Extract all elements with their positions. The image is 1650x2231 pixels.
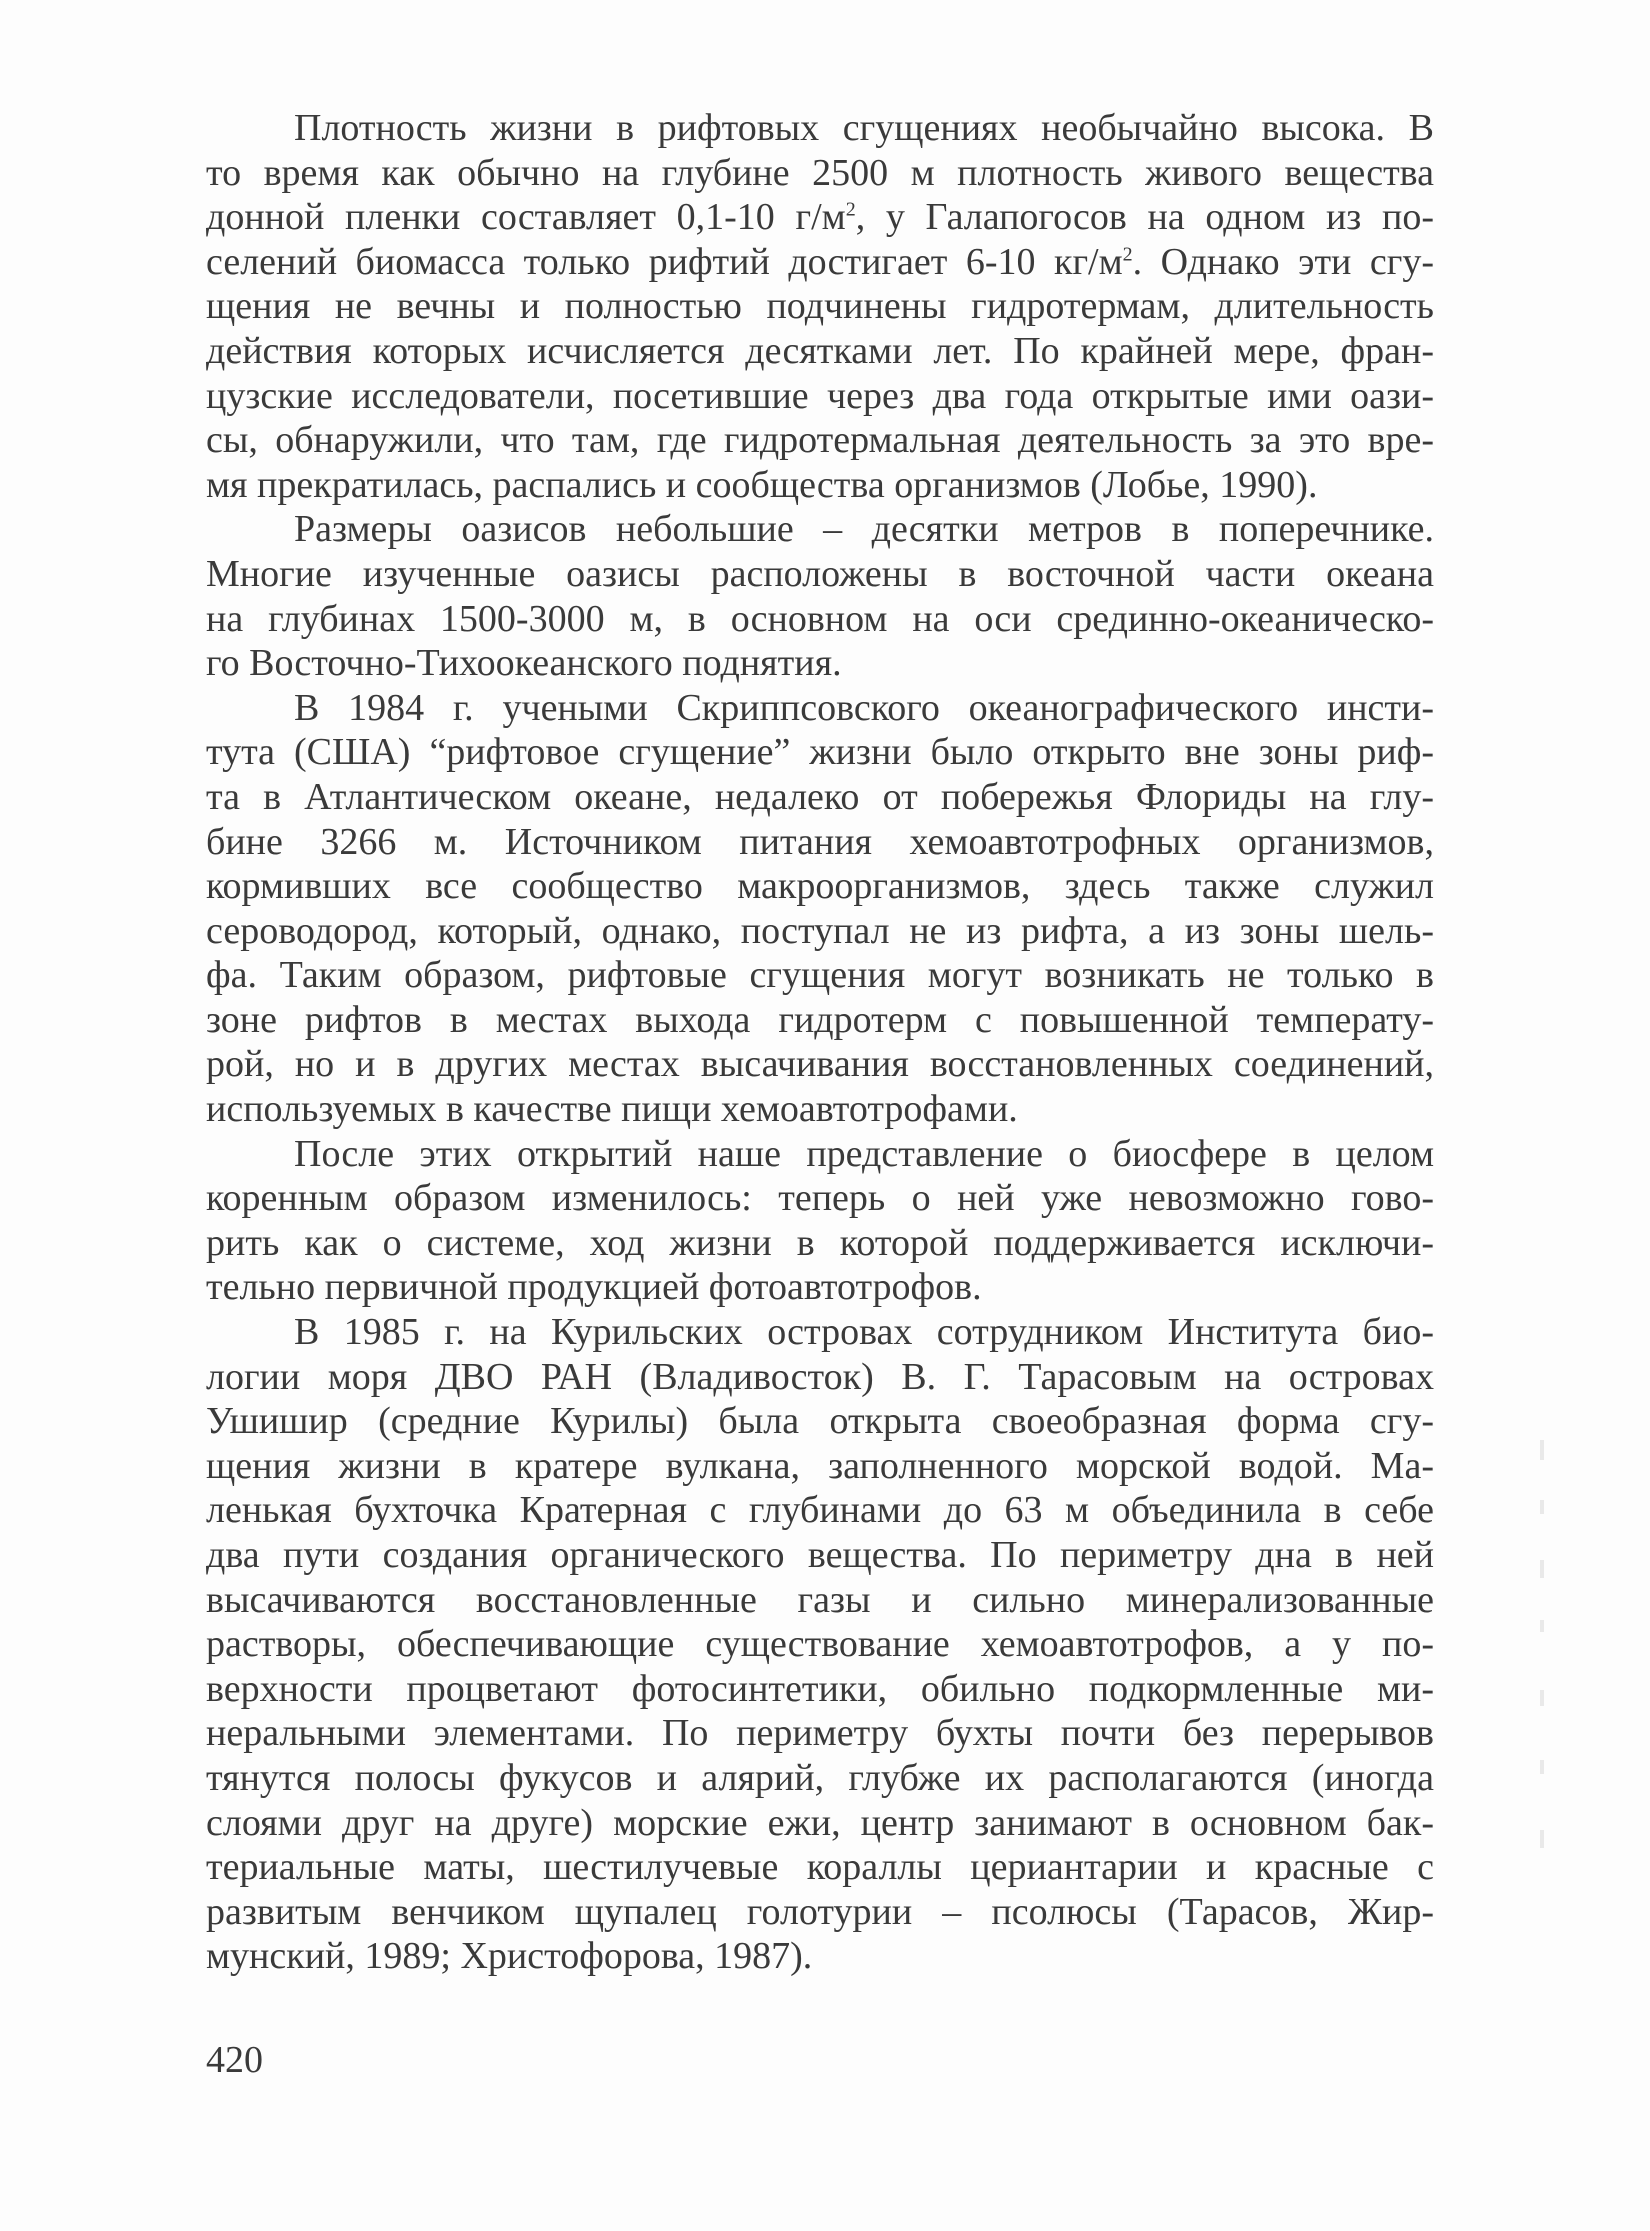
paragraph — [206, 686, 1434, 1132]
scan-artifact — [1540, 1560, 1544, 1578]
text-line: коренным образом изменилось: теперь о ней уже невозможно гово- — [206, 1177, 1434, 1220]
text-line: мя прекратилась, распались и сообщества организмов (Лобье, 1990). — [206, 463, 1318, 506]
paragraph — [206, 507, 1434, 685]
text-line: слоями друг на друге) морские ежи, центр занимают в основном бак- — [206, 1801, 1434, 1844]
text-line: зоне рифтов в местах выхода гидротерм с повышенной температу- — [206, 998, 1434, 1041]
text-line: то время как обычно на глубине 2500 м плотность живого вещества — [206, 151, 1434, 194]
text-line: на глубинах 1500-3000 м, в основном на оси срединно-океаническо- — [206, 597, 1434, 640]
text-line: Многие изученные оазисы расположены в восточной части океана — [206, 552, 1434, 595]
text-line: высачиваются восстановленные газы и сильно минерализованные — [206, 1578, 1434, 1621]
text-line: сы, обнаружили, что там, где гидротермальная деятельность за это вре- — [206, 419, 1434, 462]
text-line: цузские исследователи, посетившие через два года открытые ими оази- — [206, 374, 1434, 417]
text-line: рить как о системе, ход жизни в которой поддерживается исключи- — [206, 1221, 1434, 1264]
scan-artifact — [1540, 1760, 1544, 1774]
paragraph — [206, 1310, 1434, 1979]
text-line: та в Атлантическом океане, недалеко от побережья Флориды на глу- — [206, 775, 1434, 818]
scan-artifact — [1540, 1440, 1544, 1460]
scan-artifact — [1540, 1620, 1544, 1632]
text-line: сероводород, который, однако, поступал не из рифта, а из зоны шель- — [206, 909, 1434, 952]
text-line: фа. Таким образом, рифтовые сгущения могут возникать не только в — [206, 954, 1434, 997]
text-line: тянутся полосы фукусов и алярий, глубже их располагаются (иногда — [206, 1756, 1434, 1799]
text-line: тута (США) “рифтовое сгущение” жизни было открыто вне зоны риф- — [206, 731, 1434, 774]
text-line: селений биомасса только рифтий достигает 6-10 $кг/м^2$. Однако эти сгу- — [206, 240, 1434, 283]
text-line: го Восточно-Тихоокеанского поднятия. — [206, 642, 842, 685]
scan-artifact — [1540, 1500, 1544, 1514]
text-line: В 1984 г. учеными Скриппсовского океанографического инсти- — [294, 686, 1434, 729]
text-line: используемых в качестве пищи хемоавтотрофами. — [206, 1088, 1018, 1131]
text-line: мунский, 1989; Христофорова, 1987). — [206, 1935, 813, 1978]
paragraph — [206, 1132, 1434, 1310]
text-line: неральными элементами. По периметру бухты почти без перерывов — [206, 1712, 1434, 1755]
text-line: рой, но и в других местах высачивания восстановленных соединений, — [206, 1043, 1434, 1086]
text-line: верхности процветают фотосинтетики, обильно подкормленные ми- — [206, 1667, 1434, 1710]
scan-artifact — [1540, 1830, 1544, 1848]
text-line: кормивших все сообщество макроорганизмов, здесь также служил — [206, 865, 1434, 908]
text-line: щения жизни в кратере вулкана, заполненного морской водой. Ма- — [206, 1444, 1434, 1487]
text-line: развитым венчиком щупалец голотурии – псолюсы (Тарасов, Жир- — [206, 1890, 1434, 1933]
body-text — [206, 106, 1434, 1979]
text-line: два пути создания органического вещества. По периметру дна в ней — [206, 1534, 1434, 1576]
text-line: В 1985 г. на Курильских островах сотрудником Института био- — [294, 1311, 1434, 1354]
page-number: 420 — [206, 2039, 263, 2081]
text-line: растворы, обеспечивающие существование хемоавтотрофов, а у по- — [206, 1623, 1434, 1666]
text-line: щения не вечны и полностью подчинены гидротермам, длительность — [206, 285, 1434, 328]
scan-artifact — [1540, 1690, 1544, 1706]
text-line: бине 3266 м. Источником питания хемоавтотрофных организмов, — [206, 820, 1434, 863]
text-line: донной пленки составляет 0,1-10 $г/м^2$, у Галапогосов на одном из по- — [206, 196, 1434, 239]
text-line: Размеры оазисов небольшие – десятки метров в поперечнике. — [294, 508, 1434, 551]
text-line: Плотность жизни в рифтовых сгущениях необычайно высока. В — [294, 107, 1434, 149]
paragraph — [206, 106, 1434, 507]
text-line: тельно первичной продукцией фотоавтотрофов. — [206, 1266, 982, 1309]
text-line: действия которых исчисляется десятками лет. По крайней мере, фран- — [206, 329, 1434, 372]
text-line: После этих открытий наше представление о биосфере в целом — [294, 1132, 1434, 1175]
text-line: ленькая бухточка Кратерная с глубинами до 63 м объединила в себе — [206, 1489, 1434, 1532]
text-line: логии моря ДВО РАН (Владивосток) В. Г. Тарасовым на островах — [206, 1355, 1434, 1398]
text-line: териальные маты, шестилучевые кораллы цериантарии и красные с — [206, 1846, 1434, 1889]
text-line: Ушишир (средние Курилы) была открыта своеобразная форма сгу- — [206, 1400, 1434, 1443]
